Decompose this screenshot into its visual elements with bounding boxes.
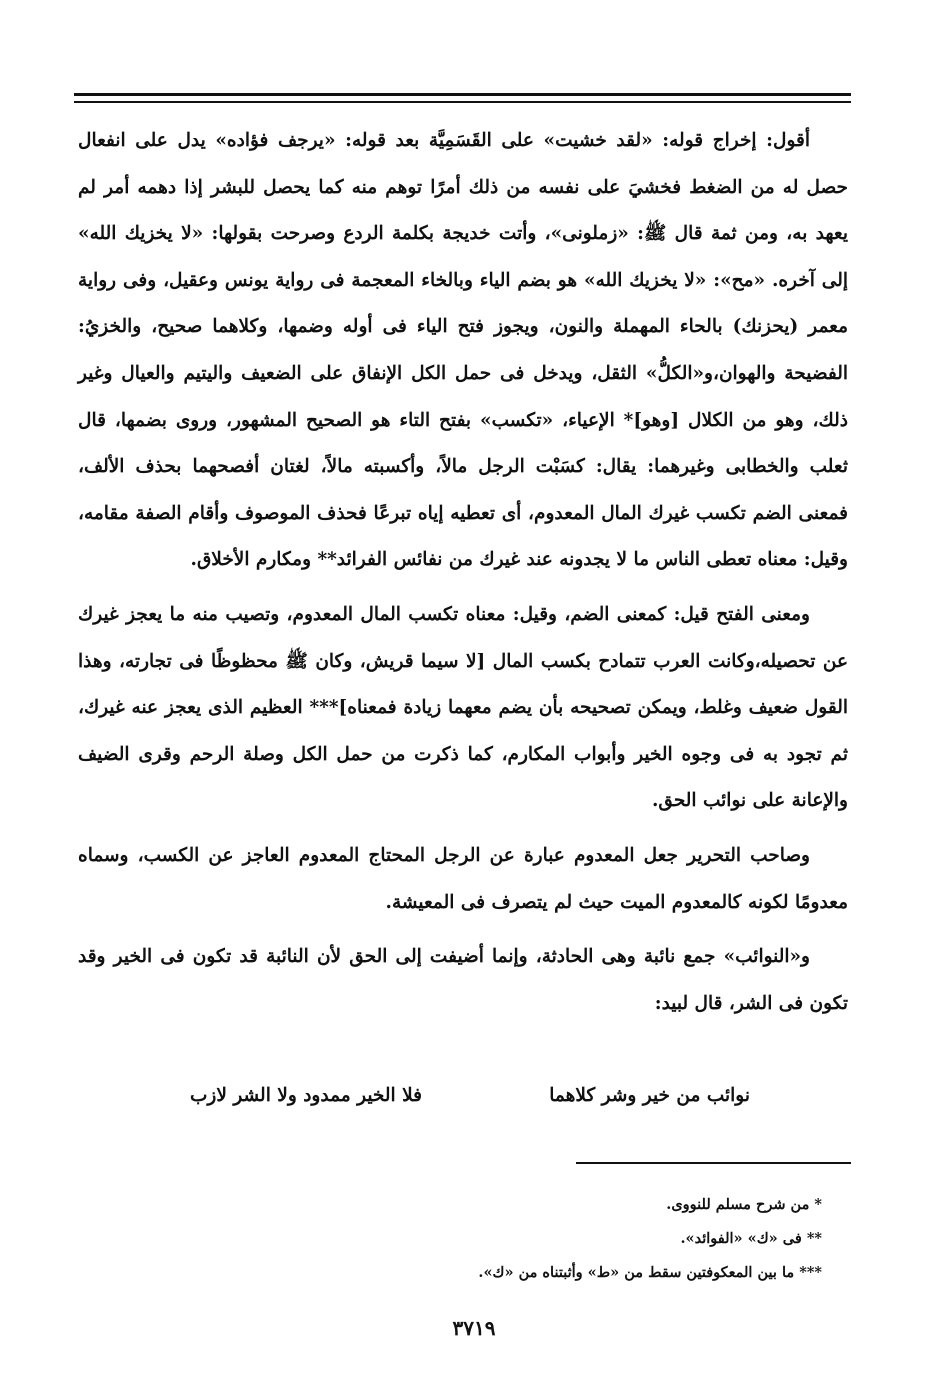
paragraph-2: ومعنى الفتح قيل: كمعنى الضم، وقيل: معناه تكسب المال المعدوم، وتصيب منه ما يعجز غيرك عن تحصيله،وكانت العرب تتمادح بكسب المال [لا سيما قريش، وكان ﷺ محظوظًا فى تجارته، وهذا القول ضعيف وغلط، ويمكن تصحيحه بأن يضم معهما زيادة فمعناه]*** العظيم الذى يعجز عنه غيرك، ثم تجود به فى وجوه الخير وأبواب المكارم، كما ذكرت من حمل الكل وصلة الرحم وقرى الضيف والإعانة على نوائب الحق. <box>78 603 848 812</box>
footnotes <box>300 1188 822 1290</box>
footnote-3: *** ما بين المعكوفتين سقط من «ط» وأثبتناه من «ك». <box>478 1264 822 1281</box>
main-text <box>78 118 848 1035</box>
footnote-1: * من شرح مسلم للنووى. <box>666 1196 822 1213</box>
verse-first-hemistich: نوائب من خير وشر كلاهما <box>549 1085 750 1106</box>
verse-second-hemistich: فلا الخير ممدود ولا الشر لازب <box>190 1085 422 1106</box>
footnote-2: ** فى «ك» «الفوائد». <box>680 1230 822 1247</box>
footnote-separator <box>576 1162 851 1164</box>
paragraph-4: و«النوائب» جمع نائبة وهى الحادثة، وإنما أضيفت إلى الحق لأن النائبة قد تكون فى الخير وقد تكون فى الشر، قال لبيد: <box>78 946 848 1014</box>
header-rule-thin <box>74 101 851 103</box>
page-number: ٣٧١٩ <box>452 1316 496 1340</box>
poetry-verse <box>180 1085 760 1129</box>
header-rule-thick <box>74 93 851 96</box>
paragraph-1: أقول: إخراج قوله: «لقد خشيت» على القَسَمِيَّة بعد قوله: «يرجف فؤاده» يدل على انفعال حصل له من الضغط فخشيَ على نفسه من ذلك أمرًا توهم منه كما يحصل للبشر إذا دهمه أمر لم يعهد به، ومن ثمة قال ﷺ: «زملونى»، وأتت خديجة بكلمة الردع وصرحت بقولها: «لا يخزيك الله» إلى آخره. «مح»: «لا يخزيك الله» هو بضم الياء وبالخاء المعجمة فى رواية يونس وعقيل، وفى رواية معمر (يحزنك) بالحاء المهملة والنون، ويجوز فتح الياء فى أوله وضمها، وكلاهما صحيح، والخزيُ: الفضيحة والهوان،و«الكلُّ» الثقل، ويدخل فى حمل الكل الإنفاق على الضعيف واليتيم والعيال وغير ذلك، وهو من الكلال [وهو]* الإعياء، «تكسب» بفتح التاء هو الصحيح المشهور، وروى بضمها، قال ثعلب والخطابى وغيرهما: يقال: كسَبْت الرجل مالاً، وأكسبته مالاً، لغتان أفصحهما بحذف الألف، فمعنى الضم تكسب غيرك المال المعدوم، أى تعطيه إياه تبرعًا فحذف الموصوف وأقام الصفة مقامه، وقيل: معناه تعطى الناس ما لا يجدونه عند غيرك من نفائس الفرائد** ومكارم الأخلاق. <box>78 130 848 571</box>
paragraph-3: وصاحب التحرير جعل المعدوم عبارة عن الرجل المحتاج المعدوم العاجز عن الكسب، وسماه معدومًا لكونه كالمعدوم الميت حيث لم يتصرف فى المعيشة. <box>78 844 848 913</box>
